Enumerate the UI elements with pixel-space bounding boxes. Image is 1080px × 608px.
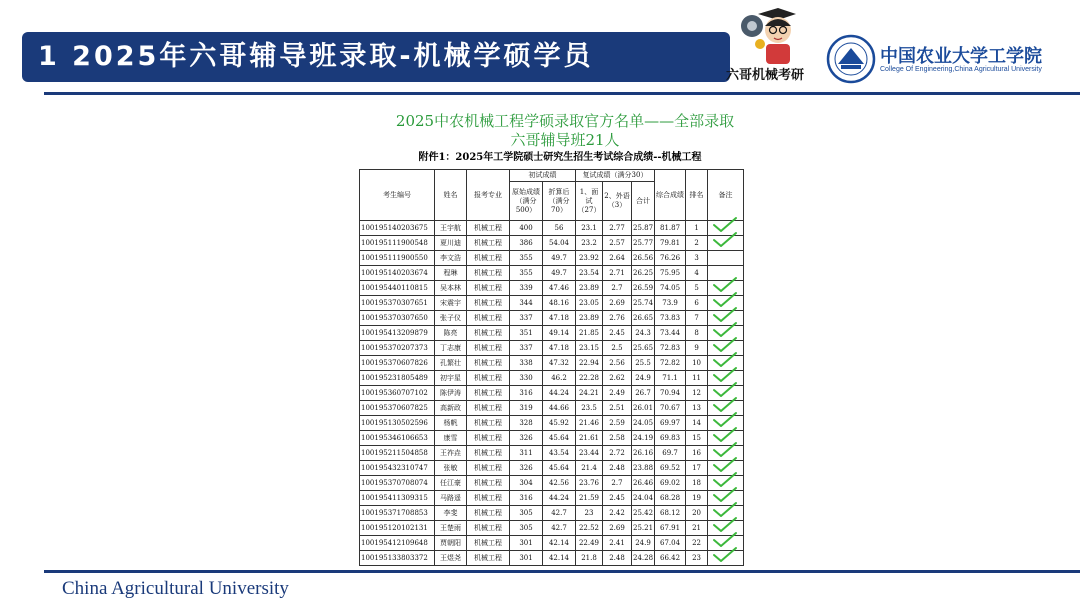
table-row xyxy=(360,446,744,461)
cell-foreign: 2.69 xyxy=(603,296,632,311)
cell-total: 73.44 xyxy=(655,326,686,341)
cell-id: 100195140203675 xyxy=(360,221,435,236)
table-row xyxy=(360,386,744,401)
table-row xyxy=(360,431,744,446)
table-row xyxy=(360,461,744,476)
cell-id: 100195370307650 xyxy=(360,311,435,326)
cell-rank: 18 xyxy=(686,476,708,491)
cell-rank: 17 xyxy=(686,461,708,476)
table-row xyxy=(360,536,744,551)
cell-major: 机械工程 xyxy=(467,476,510,491)
cell-rank: 19 xyxy=(686,491,708,506)
cell-name: 初宇星 xyxy=(435,371,467,386)
header-initial-group: 初试成绩 xyxy=(510,170,576,182)
cell-total: 79.81 xyxy=(655,236,686,251)
cell-id: 100195370708074 xyxy=(360,476,435,491)
slide-title: 1 2025年六哥辅导班录取-机械学硕学员 xyxy=(38,41,594,72)
cell-interview: 22.94 xyxy=(576,356,603,371)
cell-subtotal: 26.7 xyxy=(632,386,655,401)
admission-table-container xyxy=(359,169,744,566)
cell-raw: 339 xyxy=(510,281,543,296)
cell-rank: 1 xyxy=(686,221,708,236)
cell-id: 100195133803372 xyxy=(360,551,435,566)
table-row xyxy=(360,416,744,431)
cell-major: 机械工程 xyxy=(467,296,510,311)
cell-major: 机械工程 xyxy=(467,491,510,506)
header-major: 报考专业 xyxy=(467,170,510,221)
table-row xyxy=(360,521,744,536)
cell-subtotal: 26.16 xyxy=(632,446,655,461)
cell-subtotal: 26.01 xyxy=(632,401,655,416)
cell-name: 贾朝阳 xyxy=(435,536,467,551)
cell-foreign: 2.57 xyxy=(603,236,632,251)
table-row xyxy=(360,281,744,296)
cell-rank: 13 xyxy=(686,401,708,416)
cell-foreign: 2.49 xyxy=(603,386,632,401)
table-row xyxy=(360,476,744,491)
cell-major: 机械工程 xyxy=(467,521,510,536)
cell-interview: 22.52 xyxy=(576,521,603,536)
cell-major: 机械工程 xyxy=(467,461,510,476)
cell-major: 机械工程 xyxy=(467,431,510,446)
cell-subtotal: 26.46 xyxy=(632,476,655,491)
cell-raw: 305 xyxy=(510,521,543,536)
header-raw: 原始成绩（满分500） xyxy=(510,182,543,221)
university-name-en: College Of Engineering,China Agricultural University xyxy=(880,66,1042,73)
cell-subtotal: 24.19 xyxy=(632,431,655,446)
table-row xyxy=(360,221,744,236)
cell-subtotal: 24.9 xyxy=(632,371,655,386)
cell-id: 100195360707102 xyxy=(360,386,435,401)
cell-subtotal: 25.77 xyxy=(632,236,655,251)
cell-converted: 45.64 xyxy=(543,461,576,476)
cell-subtotal: 25.65 xyxy=(632,341,655,356)
cell-total: 73.9 xyxy=(655,296,686,311)
cell-foreign: 2.56 xyxy=(603,356,632,371)
cell-name: 王宇航 xyxy=(435,221,467,236)
cell-raw: 305 xyxy=(510,506,543,521)
cell-id: 100195111900550 xyxy=(360,251,435,266)
cell-subtotal: 24.3 xyxy=(632,326,655,341)
mascot-icon xyxy=(738,4,804,68)
cell-foreign: 2.42 xyxy=(603,506,632,521)
cell-rank: 12 xyxy=(686,386,708,401)
cell-converted: 45.64 xyxy=(543,431,576,446)
table-row xyxy=(360,371,744,386)
slide-title-banner xyxy=(22,32,730,82)
cell-id: 100195413209879 xyxy=(360,326,435,341)
table-row xyxy=(360,266,744,281)
cell-raw: 355 xyxy=(510,266,543,281)
cell-id: 100195370607825 xyxy=(360,401,435,416)
cell-major: 机械工程 xyxy=(467,236,510,251)
cell-total: 69.97 xyxy=(655,416,686,431)
cell-name: 孔繁壮 xyxy=(435,356,467,371)
cell-raw: 355 xyxy=(510,251,543,266)
header-divider xyxy=(44,92,1080,95)
header-name: 姓名 xyxy=(435,170,467,221)
header-interview: 1、面试（27） xyxy=(576,182,603,221)
cell-interview: 23.89 xyxy=(576,281,603,296)
cell-rank: 6 xyxy=(686,296,708,311)
cell-converted: 49.7 xyxy=(543,251,576,266)
cell-major: 机械工程 xyxy=(467,416,510,431)
cell-major: 机械工程 xyxy=(467,266,510,281)
cell-total: 72.83 xyxy=(655,341,686,356)
admission-table xyxy=(359,169,744,566)
cell-converted: 44.24 xyxy=(543,386,576,401)
cell-converted: 42.7 xyxy=(543,521,576,536)
table-row xyxy=(360,506,744,521)
cell-name: 王煜尧 xyxy=(435,551,467,566)
cell-name: 陈伊涛 xyxy=(435,386,467,401)
cell-id: 100195370207373 xyxy=(360,341,435,356)
header-note: 备注 xyxy=(708,170,744,221)
cell-rank: 20 xyxy=(686,506,708,521)
cell-rank: 21 xyxy=(686,521,708,536)
cell-subtotal: 26.65 xyxy=(632,311,655,326)
cell-total: 68.12 xyxy=(655,506,686,521)
cell-subtotal: 25.21 xyxy=(632,521,655,536)
cell-rank: 11 xyxy=(686,371,708,386)
mascot-label: 六哥机械考研 xyxy=(726,68,805,83)
header-id: 考生编号 xyxy=(360,170,435,221)
cell-foreign: 2.59 xyxy=(603,416,632,431)
cell-foreign: 2.58 xyxy=(603,431,632,446)
cell-major: 机械工程 xyxy=(467,386,510,401)
cell-name: 宋震宇 xyxy=(435,296,467,311)
cell-total: 66.42 xyxy=(655,551,686,566)
cell-rank: 22 xyxy=(686,536,708,551)
cell-converted: 49.14 xyxy=(543,326,576,341)
cell-raw: 328 xyxy=(510,416,543,431)
cell-raw: 301 xyxy=(510,551,543,566)
cell-subtotal: 26.25 xyxy=(632,266,655,281)
cell-raw: 316 xyxy=(510,491,543,506)
cell-rank: 10 xyxy=(686,356,708,371)
cell-interview: 23.92 xyxy=(576,251,603,266)
cell-name: 张子仪 xyxy=(435,311,467,326)
footer-divider xyxy=(44,570,1080,573)
cell-id: 100195411309315 xyxy=(360,491,435,506)
cell-rank: 23 xyxy=(686,551,708,566)
cell-raw: 337 xyxy=(510,311,543,326)
cell-converted: 48.16 xyxy=(543,296,576,311)
table-row xyxy=(360,551,744,566)
cell-id: 100195231805489 xyxy=(360,371,435,386)
cell-total: 67.91 xyxy=(655,521,686,536)
cell-subtotal: 23.88 xyxy=(632,461,655,476)
cell-raw: 344 xyxy=(510,296,543,311)
cell-name: 吴本林 xyxy=(435,281,467,296)
cell-foreign: 2.7 xyxy=(603,281,632,296)
cell-interview: 23 xyxy=(576,506,603,521)
header-retest-group: 复试成绩（满分30） xyxy=(576,170,655,182)
table-body xyxy=(360,221,744,566)
cell-converted: 47.18 xyxy=(543,311,576,326)
cell-total: 69.52 xyxy=(655,461,686,476)
checkmark-icon xyxy=(712,546,738,564)
table-row xyxy=(360,326,744,341)
cell-foreign: 2.48 xyxy=(603,461,632,476)
cell-foreign: 2.62 xyxy=(603,371,632,386)
cell-rank: 7 xyxy=(686,311,708,326)
cell-raw: 326 xyxy=(510,431,543,446)
cell-major: 机械工程 xyxy=(467,311,510,326)
cell-interview: 23.05 xyxy=(576,296,603,311)
cell-converted: 42.56 xyxy=(543,476,576,491)
cell-id: 100195412109648 xyxy=(360,536,435,551)
cell-subtotal: 24.9 xyxy=(632,536,655,551)
cell-name: 高新政 xyxy=(435,401,467,416)
cell-id: 100195140203674 xyxy=(360,266,435,281)
cell-foreign: 2.72 xyxy=(603,446,632,461)
table-row xyxy=(360,401,744,416)
cell-subtotal: 26.56 xyxy=(632,251,655,266)
header-total: 综合成绩 xyxy=(655,170,686,221)
cell-note xyxy=(708,251,744,266)
cell-converted: 47.32 xyxy=(543,356,576,371)
cell-subtotal: 25.42 xyxy=(632,506,655,521)
cell-foreign: 2.69 xyxy=(603,521,632,536)
cell-major: 机械工程 xyxy=(467,551,510,566)
cell-total: 72.82 xyxy=(655,356,686,371)
cell-foreign: 2.7 xyxy=(603,476,632,491)
cell-raw: 319 xyxy=(510,401,543,416)
cell-name: 杨帆 xyxy=(435,416,467,431)
attachment-title: 附件1：2025年工学院硕士研究生招生考试综合成绩--机械工程 xyxy=(418,152,702,163)
cell-interview: 23.44 xyxy=(576,446,603,461)
cell-foreign: 2.76 xyxy=(603,311,632,326)
cell-id: 100195120102131 xyxy=(360,521,435,536)
table-row xyxy=(360,341,744,356)
cell-total: 73.83 xyxy=(655,311,686,326)
cell-foreign: 2.41 xyxy=(603,536,632,551)
checkmark-icon xyxy=(712,231,738,249)
cell-interview: 21.85 xyxy=(576,326,603,341)
cell-interview: 23.5 xyxy=(576,401,603,416)
table-row xyxy=(360,356,744,371)
cell-total: 76.26 xyxy=(655,251,686,266)
cell-id: 100195111900548 xyxy=(360,236,435,251)
table-row xyxy=(360,311,744,326)
document-subtitle: 六哥辅导班21人 xyxy=(510,131,620,149)
cell-interview: 23.54 xyxy=(576,266,603,281)
cell-name: 张敏 xyxy=(435,461,467,476)
cell-interview: 24.21 xyxy=(576,386,603,401)
table-row xyxy=(360,251,744,266)
cell-raw: 304 xyxy=(510,476,543,491)
cell-converted: 42.14 xyxy=(543,536,576,551)
cell-total: 70.67 xyxy=(655,401,686,416)
cell-name: 夏川迪 xyxy=(435,236,467,251)
cell-converted: 49.7 xyxy=(543,266,576,281)
cell-note xyxy=(708,551,744,566)
cell-interview: 21.59 xyxy=(576,491,603,506)
cell-major: 机械工程 xyxy=(467,446,510,461)
cell-interview: 21.46 xyxy=(576,416,603,431)
cell-name: 任江豪 xyxy=(435,476,467,491)
cell-id: 100195346106653 xyxy=(360,431,435,446)
cell-rank: 3 xyxy=(686,251,708,266)
cell-interview: 23.15 xyxy=(576,341,603,356)
cell-raw: 330 xyxy=(510,371,543,386)
table-row xyxy=(360,236,744,251)
cell-rank: 16 xyxy=(686,446,708,461)
cell-subtotal: 25.74 xyxy=(632,296,655,311)
cell-raw: 338 xyxy=(510,356,543,371)
cell-total: 71.1 xyxy=(655,371,686,386)
cell-foreign: 2.64 xyxy=(603,251,632,266)
university-name-cn: 中国农业大学工学院 xyxy=(880,46,1042,67)
cell-name: 康雪 xyxy=(435,431,467,446)
cell-name: 李文浩 xyxy=(435,251,467,266)
cell-total: 75.95 xyxy=(655,266,686,281)
cell-foreign: 2.51 xyxy=(603,401,632,416)
cell-interview: 22.28 xyxy=(576,371,603,386)
cell-foreign: 2.48 xyxy=(603,551,632,566)
table-row xyxy=(360,491,744,506)
cell-name: 李斐 xyxy=(435,506,467,521)
cell-raw: 337 xyxy=(510,341,543,356)
cell-id: 100195432310747 xyxy=(360,461,435,476)
cell-major: 机械工程 xyxy=(467,281,510,296)
cell-raw: 386 xyxy=(510,236,543,251)
cell-total: 67.04 xyxy=(655,536,686,551)
cell-name: 王楚雨 xyxy=(435,521,467,536)
cell-interview: 23.89 xyxy=(576,311,603,326)
cell-raw: 326 xyxy=(510,461,543,476)
cell-major: 机械工程 xyxy=(467,371,510,386)
cell-name: 王祚垚 xyxy=(435,446,467,461)
cell-name: 程琳 xyxy=(435,266,467,281)
cell-major: 机械工程 xyxy=(467,536,510,551)
cell-name: 丁志康 xyxy=(435,341,467,356)
cell-total: 68.28 xyxy=(655,491,686,506)
cell-foreign: 2.5 xyxy=(603,341,632,356)
cell-subtotal: 24.05 xyxy=(632,416,655,431)
university-logo-icon xyxy=(826,34,876,84)
cell-total: 69.7 xyxy=(655,446,686,461)
cell-rank: 4 xyxy=(686,266,708,281)
cell-raw: 316 xyxy=(510,386,543,401)
cell-subtotal: 24.04 xyxy=(632,491,655,506)
cell-total: 70.94 xyxy=(655,386,686,401)
cell-rank: 9 xyxy=(686,341,708,356)
cell-major: 机械工程 xyxy=(467,356,510,371)
cell-converted: 45.92 xyxy=(543,416,576,431)
cell-converted: 43.54 xyxy=(543,446,576,461)
cell-id: 100195371708853 xyxy=(360,506,435,521)
cell-rank: 5 xyxy=(686,281,708,296)
cell-id: 100195130502596 xyxy=(360,416,435,431)
cell-id: 100195370607826 xyxy=(360,356,435,371)
cell-rank: 2 xyxy=(686,236,708,251)
cell-id: 100195211504858 xyxy=(360,446,435,461)
cell-interview: 21.4 xyxy=(576,461,603,476)
cell-converted: 54.04 xyxy=(543,236,576,251)
document-title: 2025中农机械工程学硕录取官方名单——全部录取 xyxy=(395,112,735,130)
cell-major: 机械工程 xyxy=(467,506,510,521)
cell-converted: 56 xyxy=(543,221,576,236)
cell-foreign: 2.45 xyxy=(603,491,632,506)
cell-converted: 47.46 xyxy=(543,281,576,296)
table-row xyxy=(360,296,744,311)
cell-rank: 14 xyxy=(686,416,708,431)
cell-interview: 23.2 xyxy=(576,236,603,251)
cell-foreign: 2.71 xyxy=(603,266,632,281)
cell-converted: 47.18 xyxy=(543,341,576,356)
cell-subtotal: 25.87 xyxy=(632,221,655,236)
cell-converted: 44.24 xyxy=(543,491,576,506)
footer-text: China Agricultural University xyxy=(62,578,289,599)
cell-interview: 21.61 xyxy=(576,431,603,446)
cell-major: 机械工程 xyxy=(467,341,510,356)
cell-interview: 23.1 xyxy=(576,221,603,236)
cell-total: 69.83 xyxy=(655,431,686,446)
cell-raw: 311 xyxy=(510,446,543,461)
cell-converted: 42.14 xyxy=(543,551,576,566)
cell-note xyxy=(708,236,744,251)
cell-id: 100195370307651 xyxy=(360,296,435,311)
cell-major: 机械工程 xyxy=(467,251,510,266)
cell-rank: 8 xyxy=(686,326,708,341)
cell-foreign: 2.77 xyxy=(603,221,632,236)
cell-subtotal: 25.5 xyxy=(632,356,655,371)
cell-converted: 44.66 xyxy=(543,401,576,416)
cell-name: 马路遥 xyxy=(435,491,467,506)
cell-id: 100195440110815 xyxy=(360,281,435,296)
cell-subtotal: 24.28 xyxy=(632,551,655,566)
cell-major: 机械工程 xyxy=(467,221,510,236)
header-converted: 折算后（满分70） xyxy=(543,182,576,221)
cell-total: 69.02 xyxy=(655,476,686,491)
cell-interview: 21.8 xyxy=(576,551,603,566)
cell-rank: 15 xyxy=(686,431,708,446)
header-rank: 排名 xyxy=(686,170,708,221)
cell-converted: 46.2 xyxy=(543,371,576,386)
header-foreign: 2、外语（3） xyxy=(603,182,632,221)
cell-total: 74.05 xyxy=(655,281,686,296)
cell-raw: 400 xyxy=(510,221,543,236)
cell-major: 机械工程 xyxy=(467,401,510,416)
cell-foreign: 2.45 xyxy=(603,326,632,341)
cell-converted: 42.7 xyxy=(543,506,576,521)
cell-total: 81.87 xyxy=(655,221,686,236)
header-subtotal: 合计 xyxy=(632,182,655,221)
cell-interview: 22.49 xyxy=(576,536,603,551)
cell-subtotal: 26.59 xyxy=(632,281,655,296)
cell-interview: 23.76 xyxy=(576,476,603,491)
cell-major: 机械工程 xyxy=(467,326,510,341)
cell-raw: 351 xyxy=(510,326,543,341)
cell-raw: 301 xyxy=(510,536,543,551)
cell-name: 陈亮 xyxy=(435,326,467,341)
